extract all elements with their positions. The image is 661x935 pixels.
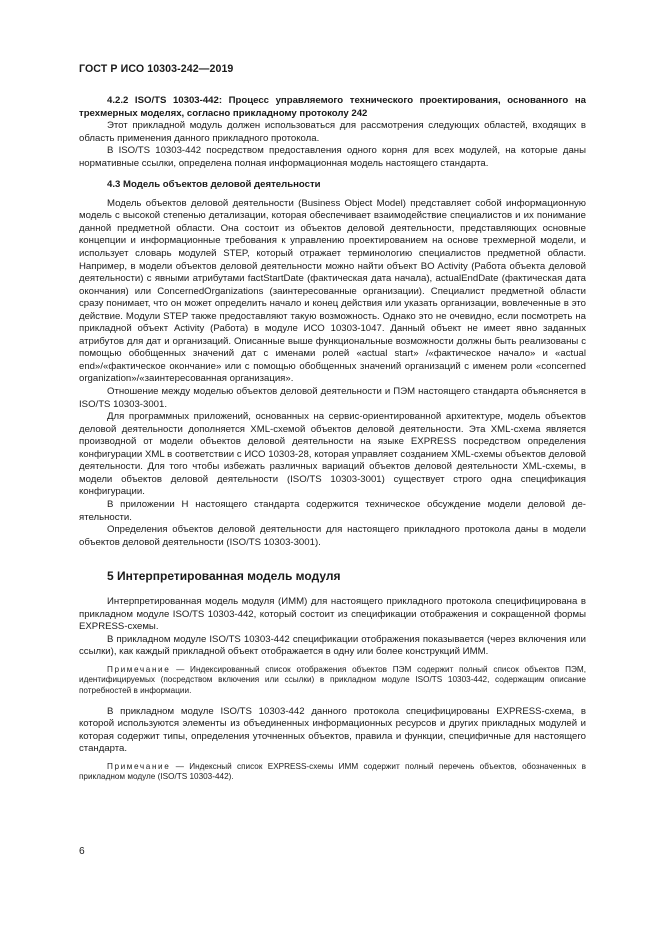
note-text: — Индексированный список отображения объектов ПЭМ содержит полный список объектов ПЭМ, идентифицируемых (посредством включения или ссылки) в прикладном модуле ISO/TS 10303-442, содержащим описание потребностей в информации. [79,664,586,696]
paragraph: Для программных приложений, основанных на сервис-ориентированной архитектуре, модель объектов деловой деятельности дополняется XML-схемой объектов деловой деятельности. Эта XML-схема является производной от модели объектов деловой деятельности на языке EXPRESS посредством определения конфигурации XML в соответствии с ИСО 10303-28, которая управляет созданием XML-схемы объектов деловой деятельности. Для того чтобы избежать различных вариаций объектов деловой деятельности XML-схемы, в модели объектов деловой деятельности (ISO/TS 10303-3001) существует строго одна спецификация конфигурации. [79,411,586,498]
page-body [79,95,586,783]
paragraph: Модель объектов деловой деятельности (Business Object Model) представляет собой информационную модель с высокой степенью детализации, которая обеспечивает взаимодействие специалистов и их понимание данной предметной области. Она состоит из объектов деловой деятельности, представляющих основные концепции и информационные требования к управлению проектированием на основе трехмерной модели, и использует словарь модулей STEP, который отражает терминологию специалистов предметной области. Например, в модели объектов деловой деятельности можно найти объект BO Activity (Работа объекта деловой деятельности) с явными атрибутами factStartDate (фактическая дата начала), actualEndDate (фактическая дата окончания) или ConcernedOrganizations (заинтересованные организации). Специалист предметной области сразу понимает, что он может определить начало и конец действия или указать организации, вовлеченные в это действие. Модули STEP также предоставляют такую возможность. Однако это не очевидно, если посмотреть на прикладной объект Activity (Работа) в модуле ИСО 10303-1047. Данный объект не имеет явно заданных атрибутов для дат и организаций. Описанные выше функциональные возможности должны быть реализованы с помощью обобщенных значений дат с именами ролей «actual start» /«фактическое начало» и «actual end»/«фактическое окончание» или с помощью обобщенных значений организаций с именем роли «concerned organization»/«заинтересованная организация». [79,197,586,385]
paragraph: Этот прикладной модуль должен использоваться для рассмотрения следующих областей, входящих в область применения данного прикладного протокола. [79,120,586,144]
paragraph: В прикладном модуле ISO/TS 10303-442 данного протокола специфицированы EXPRESS-схема, в которой используются элементы из объединенных информационных ресурсов и других прикладных модулей и которая содержит типы, определения уточненных объектов, правила и функции, специфичные для настоящего стандарта. [79,705,586,755]
note-label: Примечание [107,664,171,674]
note [79,762,586,783]
note-label: Примечание [107,761,171,771]
heading-4-3: 4.3 Модель объектов деловой деятельности [107,179,321,191]
note-text: — Индексный список EXPRESS-схемы ИММ содержит полный перечень объектов, обозначенных в прикладном модуле (ISO/TS 10303-442). [79,761,586,782]
paragraph: Отношение между моделью объектов деловой деятельности и ПЭМ настоящего стандарта объясняется в ISO/TS 10303-3001. [79,386,586,410]
paragraph: В прикладном модуле ISO/TS 10303-442 спецификации отображения показывается (через включения или ссылки), как каждый прикладной объект отображается в одну или более конструкций ИММ. [79,633,586,658]
paragraph: Определения объектов деловой деятельности для настоящего прикладного протокола даны в модели объектов деловой деятельности (ISO/TS 10303-3001). [79,524,586,548]
document-header: ГОСТ Р ИСО 10303-242—2019 [79,63,234,75]
paragraph: В ISO/TS 10303-442 посредством предоставления одного корня для всех модулей, на которые даны нормативные ссылки, определена полная информационная модель настоящего стандарта. [79,145,586,169]
paragraph: В приложении Н настоящего стандарта содержится техническое обсуждение модели деловой деятельности. [79,498,586,523]
note [79,665,586,697]
page-number: 6 [79,846,85,857]
heading-5: 5 Интерпретированная модель модуля [107,569,341,584]
heading-4-2-2: 4.2.2 ISO/TS 10303-442: Процесс управляемого технического проектирования, основанного на трехмерных моделях, согласно прикладному протоколу 242 [79,95,586,119]
paragraph: Интерпретированная модель модуля (ИММ) для настоящего прикладного протокола специфицирована в прикладном модуле ISO/TS 10303-442, который состоит из спецификации отображения и сокращенной формы EXPRESS-схемы. [79,596,586,633]
